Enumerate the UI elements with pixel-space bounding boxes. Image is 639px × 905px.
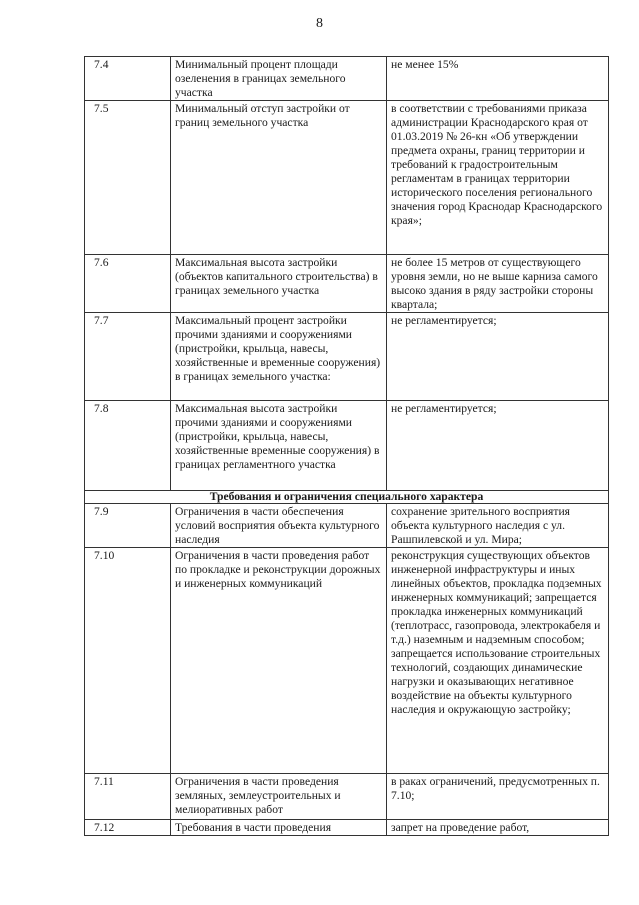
table-row bbox=[85, 774, 609, 820]
parameter-cell: Минимальный отступ застройки от границ земельного участка bbox=[171, 101, 387, 255]
parameter-cell: Ограничения в части проведения работ по прокладке и реконструкции дорожных и инженерных коммуникаций bbox=[171, 548, 387, 774]
item-number: 7.7 bbox=[85, 313, 171, 401]
parameter-cell: Максимальная высота застройки прочими зданиями и сооружениями (пристройки, крыльца, навесы, хозяйственные временные сооружения) в границах регламентного участка bbox=[171, 401, 387, 491]
value-cell: реконструкция существующих объектов инженерной инфраструктуры и иных линейных объектов, прокладка подземных инженерных коммуникаций; запрещается прокладка инженерных коммуникаций (теплотрасс, газопровода, электрокабеля и т.д.) наземным и надземным способом; запрещается использование строительных технологий, создающих динамические нагрузки и оказывающих негативное воздействие на объекты культурного наследия и окружающую застройку; bbox=[387, 548, 609, 774]
item-number: 7.4 bbox=[85, 57, 171, 101]
value-cell: не более 15 метров от существующего уровня земли, но не выше карниза самого высоко здания в ряду застройки стороны квартала; bbox=[387, 255, 609, 313]
value-cell: запрет на проведение работ, bbox=[387, 820, 609, 836]
parameter-cell: Ограничения в части проведения земляных, землеустроительных и мелиоративных работ bbox=[171, 774, 387, 820]
table-row bbox=[85, 313, 609, 401]
value-cell: сохранение зрительного восприятия объекта культурного наследия с ул. Рашпилевской и ул. Мира; bbox=[387, 504, 609, 548]
value-cell: в раках ограничений, предусмотренных п. 7.10; bbox=[387, 774, 609, 820]
section-header: Требования и ограничения специального характера bbox=[85, 491, 609, 504]
table-row bbox=[85, 504, 609, 548]
parameter-cell: Ограничения в части обеспечения условий восприятия объекта культурного наследия bbox=[171, 504, 387, 548]
page-number: 8 bbox=[316, 16, 323, 31]
parameter-cell: Максимальный процент застройки прочими зданиями и сооружениями (пристройки, крыльца, навесы, хозяйственные и временные сооружения) в границах земельного участка: bbox=[171, 313, 387, 401]
parameter-cell: Минимальный процент площади озеленения в границах земельного участка bbox=[171, 57, 387, 101]
item-number: 7.9 bbox=[85, 504, 171, 548]
item-number: 7.12 bbox=[85, 820, 171, 836]
value-cell: не менее 15% bbox=[387, 57, 609, 101]
regulations-table bbox=[84, 56, 609, 836]
table-row bbox=[85, 57, 609, 101]
item-number: 7.8 bbox=[85, 401, 171, 491]
table-row bbox=[85, 820, 609, 836]
table-row bbox=[85, 101, 609, 255]
item-number: 7.11 bbox=[85, 774, 171, 820]
table-row bbox=[85, 401, 609, 491]
item-number: 7.6 bbox=[85, 255, 171, 313]
item-number: 7.10 bbox=[85, 548, 171, 774]
parameter-cell: Требования в части проведения bbox=[171, 820, 387, 836]
table-row bbox=[85, 255, 609, 313]
value-cell: не регламентируется; bbox=[387, 313, 609, 401]
value-cell: в соответствии с требованиями приказа администрации Краснодарского края от 01.03.2019 № 26-кн «Об утверждении предмета охраны, границ территории и требований к градостроительным регламентам в границах территории исторического поселения регионального значения город Краснодар Краснодарского края»; bbox=[387, 101, 609, 255]
parameter-cell: Максимальная высота застройки (объектов капитального строительства) в границах земельного участка bbox=[171, 255, 387, 313]
value-cell: не регламентируется; bbox=[387, 401, 609, 491]
section-header-row bbox=[85, 491, 609, 504]
table-row bbox=[85, 548, 609, 774]
item-number: 7.5 bbox=[85, 101, 171, 255]
